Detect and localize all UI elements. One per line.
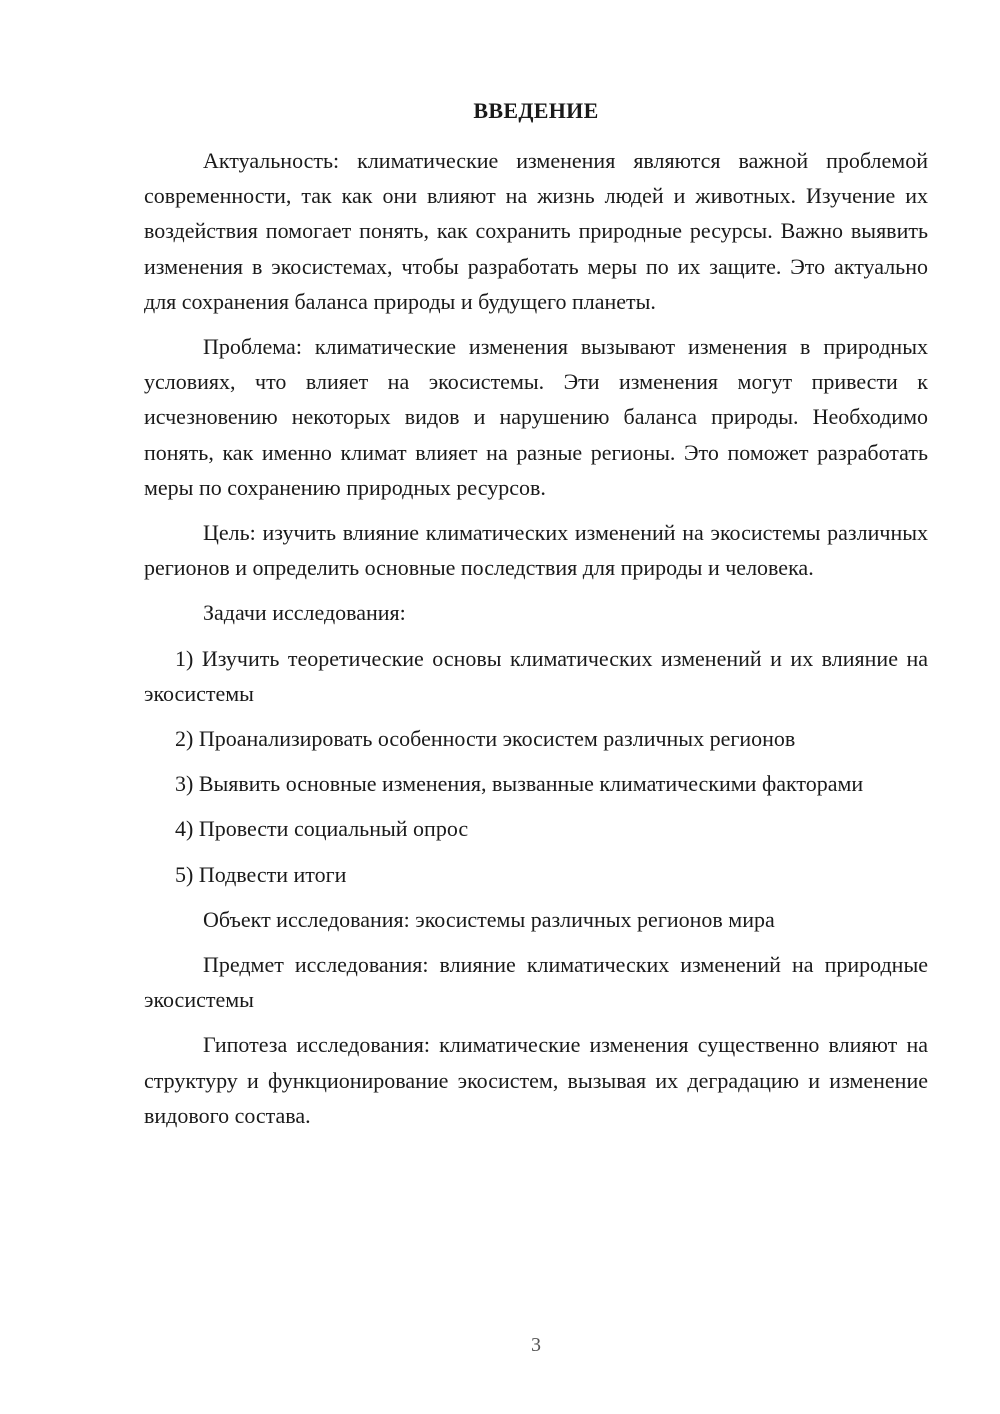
- paragraph-hypothesis: Гипотеза исследования: климатические изменения существенно влияют на структуру и функционирование экосистем, вызывая их деградацию и изменение видового состава.: [144, 1032, 928, 1128]
- section-heading: ВВЕДЕНИЕ: [473, 98, 599, 123]
- task-item-1: 1) Изучить теоретические основы климатических изменений и их влияние на экосистемы: [144, 645, 928, 706]
- paragraph-subject: Предмет исследования: влияние климатических изменений на природные экосистемы: [144, 952, 928, 1013]
- page-body: [144, 96, 928, 1133]
- task-item-4: 4) Провести социальный опрос: [175, 816, 469, 842]
- paragraph-problem: Проблема: климатические изменения вызывают изменения в природных условиях, что влияет на экосистемы. Эти изменения могут привести к исчезновению некоторых видов и нарушению баланса природы. Необходимо понять, как именно климат влияет на разные регионы. Это поможет разработать меры по сохранению природных ресурсов.: [144, 334, 928, 500]
- page-number: 3: [531, 1334, 541, 1356]
- task-item-5: 5) Подвести итоги: [175, 861, 347, 887]
- task-item-2: 2) Проанализировать особенности экосистем различных регионов: [175, 726, 796, 752]
- paragraph-goal: Цель: изучить влияние климатических изменений на экосистемы различных регионов и определить основные последствия для природы и человека.: [144, 520, 928, 581]
- task-item-3: 3) Выявить основные изменения, вызванные климатическими факторами: [175, 771, 864, 797]
- paragraph-tasks-heading: Задачи исследования:: [203, 600, 406, 626]
- paragraph-object: Объект исследования: экосистемы различных регионов мира: [203, 906, 775, 932]
- paragraph-relevance: Актуальность: климатические изменения являются важной проблемой современности, так как они влияют на жизнь людей и животных. Изучение их воздействия помогает понять, как сохранить природные ресурсы. Важно выявить изменения в экосистемах, чтобы разработать меры по их защите. Это актуально для сохранения баланса природы и будущего планеты.: [144, 148, 928, 314]
